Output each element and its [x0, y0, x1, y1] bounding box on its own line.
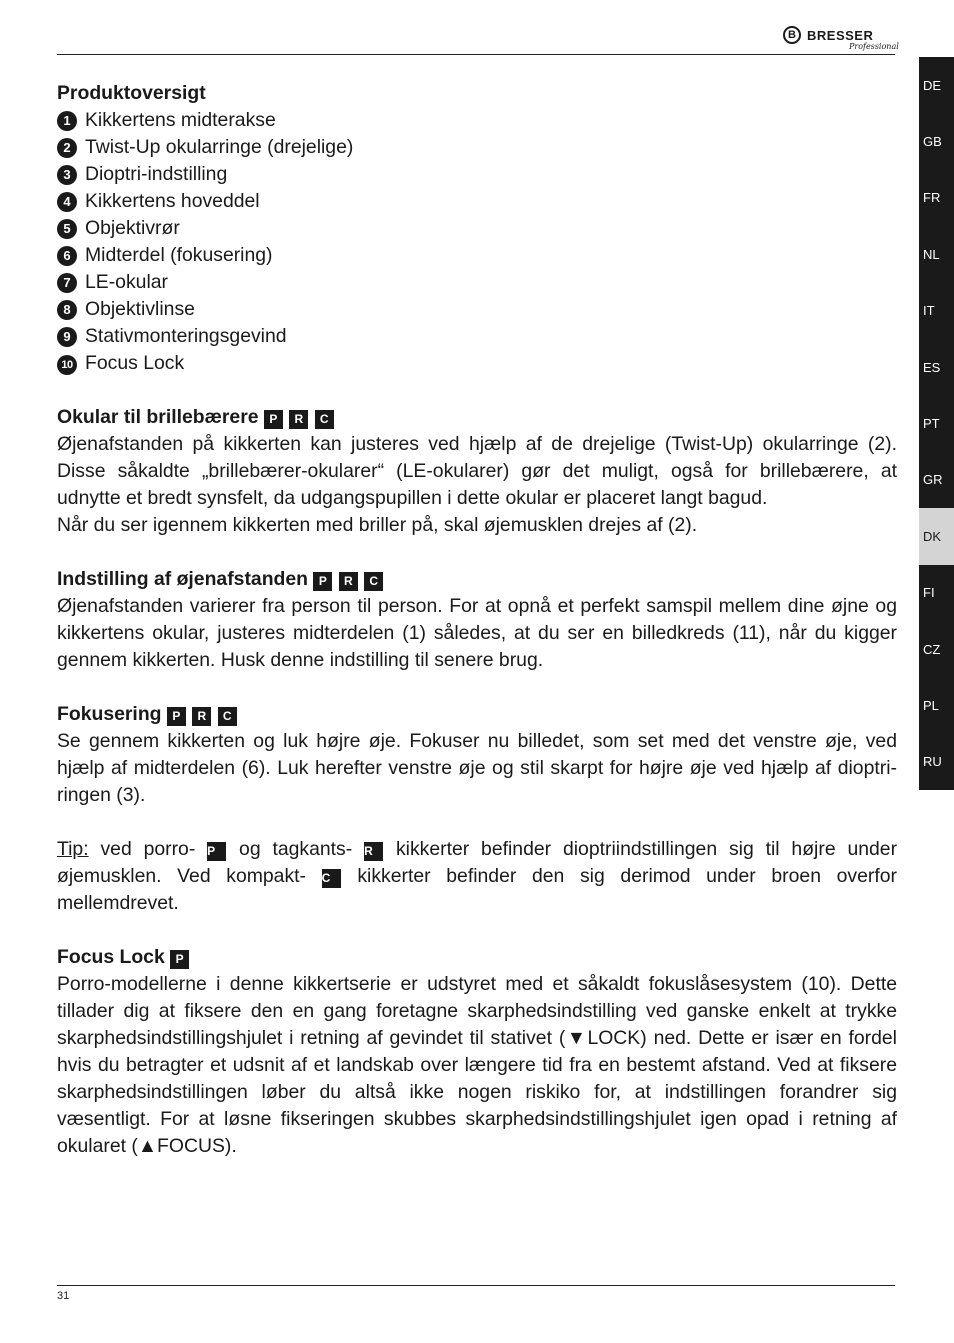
language-tab-dk[interactable]: DK — [919, 508, 954, 564]
number-badge-icon: 2 — [57, 138, 77, 158]
language-tab-it[interactable]: IT — [923, 303, 935, 319]
language-tab-pt[interactable]: PT — [923, 416, 940, 432]
parts-list-label: Dioptri-indstilling — [85, 163, 228, 185]
number-badge-icon: 6 — [57, 246, 77, 266]
section-heading-eyepiece — [57, 404, 897, 431]
tag-roof: R — [192, 707, 211, 726]
tag-roof: R — [364, 842, 383, 861]
footer-rule — [57, 1285, 895, 1286]
header-rule — [57, 54, 895, 55]
tag-porro: P — [264, 410, 283, 429]
parts-list-label: Twist-Up okularringe (drejelige) — [85, 136, 354, 158]
tag-porro: P — [207, 842, 226, 861]
language-sidebar — [919, 57, 954, 790]
tag-compact: C — [315, 410, 334, 429]
lock-direction: ▼LOCK — [565, 1027, 641, 1049]
number-badge-icon: 7 — [57, 273, 77, 293]
section-heading-focus-lock — [57, 944, 897, 971]
section-title: Fokusering — [57, 703, 162, 725]
section-heading-ipd — [57, 566, 897, 593]
parts-list-label: LE-okular — [85, 271, 168, 293]
brand-logo-icon: B — [783, 26, 801, 44]
tag-compact: C — [218, 707, 237, 726]
parts-list-label: Objektivlinse — [85, 298, 195, 320]
parts-list-label: Objektivrør — [85, 217, 180, 239]
parts-list-item — [57, 242, 897, 269]
parts-list-item — [57, 215, 897, 242]
parts-list-label: Kikkertens midterakse — [85, 109, 276, 131]
number-badge-icon: 5 — [57, 219, 77, 239]
parts-list-item — [57, 323, 897, 350]
focus-direction: ▲FOCUS — [137, 1135, 225, 1157]
tag-roof: R — [339, 572, 358, 591]
focus-paragraph: Se gennem kikkerten og luk højre øje. Fokuser nu billedet, som set med det venstre øje, ved hjælp af midterdelen (6). Luk herefter venstre øje og stil skarpt for højre øje ved hjælp af dioptri-ringen (3). — [57, 730, 897, 806]
parts-list-label: Midterdel (fokusering) — [85, 244, 273, 266]
eyepiece-paragraph-2: Når du ser igennem kikkerten med briller på, skal øjemusklen drejes af (2). — [57, 514, 698, 536]
language-tab-cz[interactable]: CZ — [923, 641, 941, 657]
language-tab-de[interactable]: DE — [923, 77, 942, 93]
language-tab-pl[interactable]: PL — [923, 697, 939, 713]
tag-porro: P — [167, 707, 186, 726]
language-tab-gr[interactable]: GR — [923, 472, 943, 488]
parts-list-item — [57, 269, 897, 296]
number-badge-icon: 8 — [57, 300, 77, 320]
parts-list-item — [57, 296, 897, 323]
language-tab-gb[interactable]: GB — [923, 134, 942, 150]
brand-logo — [783, 24, 899, 52]
page-number: 31 — [57, 1290, 70, 1302]
section-title: Okular til brillebærere — [57, 406, 259, 428]
number-badge-icon: 10 — [57, 355, 77, 375]
tag-porro: P — [170, 950, 189, 969]
tag-roof: R — [289, 410, 308, 429]
tag-compact: C — [364, 572, 383, 591]
language-tab-ru[interactable]: RU — [923, 754, 942, 770]
parts-list-item — [57, 161, 897, 188]
language-tab-nl[interactable]: NL — [923, 246, 940, 262]
parts-list-label: Focus Lock — [85, 352, 185, 374]
tag-compact: C — [322, 869, 341, 888]
tip-paragraph: Tip: ved porro- P og tagkants- R kikkerter befinder dioptriindstillingen sig til højre under øjemusklen. Ved kompakt- C kikkerter befinder den sig derimod under broen overfor mellemdrevet. — [57, 838, 898, 914]
parts-list — [57, 107, 897, 377]
tip-label: Tip: — [57, 838, 89, 860]
section-title: Indstilling af øjenafstanden — [57, 568, 309, 590]
number-badge-icon: 1 — [57, 111, 77, 131]
overview-heading: Produktoversigt — [57, 82, 206, 104]
parts-list-item — [57, 350, 897, 377]
ipd-paragraph: Øjenafstanden varierer fra person til person. For at opnå et perfekt samspil mellem dine øjne og kikkertens okular, justeres midterdelen (1) således, at du ser en billedkreds (11), når du kigger gennem kikkerten. Husk denne indstilling til senere brug. — [57, 595, 897, 671]
section-title: Focus Lock — [57, 946, 165, 968]
parts-list-item — [57, 188, 897, 215]
parts-list-label: Stativmonteringsgevind — [85, 325, 287, 347]
number-badge-icon: 3 — [57, 165, 77, 185]
number-badge-icon: 4 — [57, 192, 77, 212]
eyepiece-paragraph: Øjenafstanden på kikkerten kan justeres ved hjælp af de drejelige (Twist-Up) okularringe (2). Disse såkaldte „brillebærer-okularer“ (LE-okularer) gør det muligt, også for brillebærere, at udnytte et bredt synsfelt, da udgangspupillen i dette okular er placeret langt bagud. — [57, 433, 897, 509]
page-content — [57, 80, 897, 1160]
section-heading-focus — [57, 701, 897, 728]
language-tab-fi[interactable]: FI — [923, 585, 935, 601]
brand-subtitle: Professional — [849, 42, 899, 51]
language-tab-fr[interactable]: FR — [923, 190, 941, 206]
tag-porro: P — [313, 572, 332, 591]
language-tab-es[interactable]: ES — [923, 359, 941, 375]
parts-list-item — [57, 134, 897, 161]
focus-lock-paragraph: Porro-modellerne i denne kikkertserie er udstyret med et såkaldt fokuslåsesystem (10). Dette tillader dig at fiksere den en gang foretagne skarphedsindstilling ved ganske enkelt at trykke skarphedsindstillingshjulet i retning af gevindet til stativet (▼LOCK) ned. Dette er især en fordel hvis du betragter et udsnit af et landskab over længere tid fra en bestemt afstand. Ved at fiksere skarphedsindstillingen løber du altså ikke nogen riskiko for, at indstillingen forandrer sig væsentligt. For at løsne fikseringen skubbes skarphedsindstillingshjulet igen opad i retning af okularet (▲FOCUS). — [57, 973, 897, 1157]
brand-name: BRESSER — [807, 28, 874, 43]
parts-list-item — [57, 107, 897, 134]
parts-list-label: Kikkertens hoveddel — [85, 190, 260, 212]
number-badge-icon: 9 — [57, 327, 77, 347]
